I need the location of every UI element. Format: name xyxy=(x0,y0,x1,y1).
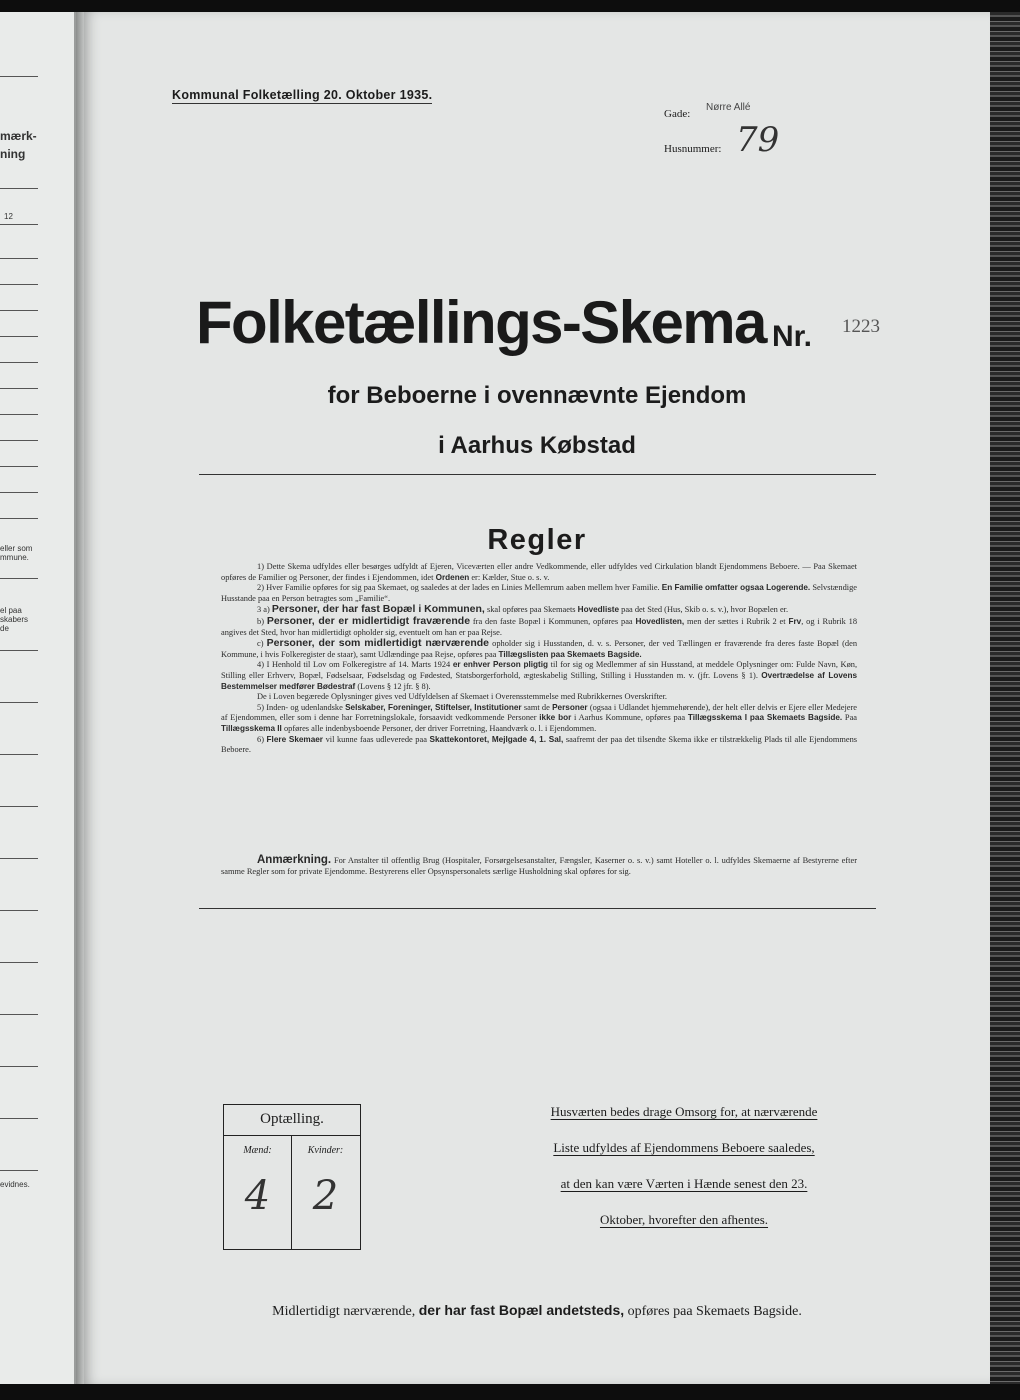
left-page-fragment: mærk- xyxy=(0,129,37,143)
rule-3a: 3 a) Personer, der har fast Bopæl i Kommunen, skal opføres paa Skemaets Hovedliste paa det Sted (Hus, Skib o. s. v.), hvor Bopælen er. xyxy=(257,603,789,616)
left-page-fragment: ning xyxy=(0,147,26,161)
rule-4: 4) I Henhold til Lov om Folkeregistre af 14. Marts 1924 er enhver Person pligtig til for sig og Medlemmer af sin Husstand, at meddele Oplysninger om: Fulde Navn, Køn, Stilling eller Erhverv, Bopæl, Fødselsaar, Fødselsdag og Fødested, Statsborgerforhold, ægteskabelig Stilling, Stilling i Husstanden m. v. (jfr. Lovens § 1). Overtrædelse af Lovens Bestemmelser medfører Bødestraf (Lovens § 12 jfr. § 8). xyxy=(221,660,858,691)
maend-count: 4 xyxy=(244,1173,271,1219)
rule-4-note: De i Loven begærede Oplysninger gives ved Udfyldelsen af Skemaet i Overensstemmelse med Rubrikkernes Overskrifter. xyxy=(257,692,668,702)
rule-1: 1) Dette Skema udfyldes eller besørges udfyldt af Ejeren, Viceværten eller andre Vedkommende, eller udfyldes ved Cirkulation blandt Ejendommens Beboere. — Paa Skemaet opføres de Familier og Personer, der findes i Ejendommen, idet Ordenen er: Kælder, Stue o. s. v. xyxy=(221,562,857,582)
book-edge xyxy=(990,12,1020,1384)
left-page-fragment: eller som mmune. xyxy=(0,544,33,563)
rules-text xyxy=(221,562,857,756)
left-page-rule xyxy=(0,492,38,493)
husvaert-notice-line: Liste udfyldes af Ejendommens Beboere saaledes, xyxy=(553,1140,815,1155)
gade-label: Gade: xyxy=(664,108,691,120)
husnummer-label: Husnummer: xyxy=(664,143,722,155)
left-page-rule xyxy=(0,284,38,285)
footer-note: Midlertidigt nærværende, der har fast Bopæl andetsteds, opføres paa Skemaets Bagside. xyxy=(272,1302,802,1319)
rule-3c: c) Personer, der som midlertidigt nærværende opholder sig i Husstanden, d. v. s. Personer, der ved Tællingen er fraværende fra deres faste Bopæl (den Kommune, i hvis Folkeregister de staar), samt Udlændinge paa Rejse, opføres paa Tillægslisten paa Skemaets Bagside. xyxy=(221,637,858,659)
maend-label: Mænd: xyxy=(243,1145,272,1156)
left-page-rule xyxy=(0,518,38,519)
optaelling-box xyxy=(223,1104,361,1250)
rule-2: 2) Hver Familie opføres for sig paa Skemaet, og saaledes at der lades en Linies Mellemrum aaben mellem hver Familie. En Familie omfatter ogsaa Logerende. Selvstændige Husstande paa en Person betragtes som „Familie“. xyxy=(221,583,857,603)
left-page-rule xyxy=(0,910,38,911)
divider-top xyxy=(199,474,876,475)
left-page-rule xyxy=(0,440,38,441)
left-page-edge xyxy=(0,12,76,1384)
optaelling-title: Optælling. xyxy=(260,1111,324,1127)
husnummer-value: 79 xyxy=(736,120,780,160)
divider-bottom xyxy=(199,908,876,909)
census-header: Kommunal Folketælling 20. Oktober 1935. xyxy=(172,88,433,102)
left-page-rule xyxy=(0,1014,38,1015)
left-page-fragment: el paa skabers de xyxy=(0,606,29,634)
form-subtitle-city: i Aarhus Købstad xyxy=(438,432,636,459)
rule-3b: b) Personer, der er midlertidigt fraværende fra den faste Bopæl i Kommunen, opføres paa Hovedlisten, men der sættes i Rubrik 2 et Frv, og i Rubrik 18 angives det Sted, hvor han midlertidigt opholder sig, eventuelt om han er paa Rejse. xyxy=(221,614,858,637)
left-page-rule xyxy=(0,258,38,259)
form-subtitle: for Beboerne i ovennævnte Ejendom xyxy=(327,382,747,409)
left-page-rule xyxy=(0,224,38,225)
left-page-rule xyxy=(0,702,38,703)
left-page-rule xyxy=(0,414,38,415)
kvinder-label: Kvinder: xyxy=(307,1145,344,1156)
left-page-rule xyxy=(0,362,38,363)
form-number-label: Nr. xyxy=(772,320,813,353)
left-page-rule xyxy=(0,806,38,807)
left-page-fragment: evidnes. xyxy=(0,1180,30,1189)
left-page-rule xyxy=(0,962,38,963)
kvinder-count: 2 xyxy=(312,1173,339,1219)
rules-heading: Regler xyxy=(487,524,587,556)
anmaerkning-label: Anmærkning. xyxy=(257,854,332,866)
husvaert-notice-line: at den kan være Værten i Hænde senest den 23. xyxy=(560,1176,808,1191)
left-page-rule xyxy=(0,188,38,189)
anmaerkning-text: For Anstalter til offentlig Brug (Hospitaler, Forsørgelsesanstalter, Fængsler, Kaserner o. s. v.) samt Hoteller o. l. udfyldes Skemaerne af Bestyrerne efter samme Regler som for private Ejendomme. Bestyrerens eller Opsynspersonalets særlige Husholdning skal opføres for sig. xyxy=(221,856,858,876)
left-page-rule xyxy=(0,650,38,651)
left-page-rule xyxy=(0,1066,38,1067)
left-page-rule xyxy=(0,578,38,579)
optaelling-divider xyxy=(224,1135,360,1136)
left-page-rule xyxy=(0,310,38,311)
gade-value: Nørre Allé xyxy=(706,102,751,113)
left-page-rule xyxy=(0,1118,38,1119)
form-title: Folketællings-Skema xyxy=(196,289,766,356)
husvaert-notice-line: Oktober, hvorefter den afhentes. xyxy=(599,1212,769,1227)
left-page-rule xyxy=(0,1170,38,1171)
anmaerkning-note xyxy=(221,855,857,877)
husvaert-notice-line: Husværten bedes drage Omsorg for, at nærværende xyxy=(550,1104,818,1119)
left-page-rule xyxy=(0,466,38,467)
left-page-fragment: 12 xyxy=(4,212,13,221)
rule-6: 6) Flere Skemaer vil kunne faas udleverede paa Skattekontoret, Mejlgade 4, 1. Sal, saafremt der paa det tilsendte Skema ikke er tilstrækkelig Plads til alle Ejendommens Beboere. xyxy=(221,734,858,755)
left-page-rule xyxy=(0,388,38,389)
left-page-rule xyxy=(0,754,38,755)
left-page-rule xyxy=(0,858,38,859)
left-page-rule xyxy=(0,336,38,337)
rule-5: 5) Inden- og udenlandske Selskaber, Foreninger, Stiftelser, Institutioner samt de Personer (ogsaa i Udlandet hjemmehørende), der helt eller delvis er Ejere eller Medejere af Ejendommen, eller som i denne har Forretningslokale, forsaavidt vedkommende Personer ikke bor i Aarhus Kommune, opføres paa Tillægsskema I paa Skemaets Bagside. Paa Tillægsskema II opføres alle indenbysboende Personer, der driver Forretning, Haandværk o. l. i Ejendommen. xyxy=(221,702,858,733)
census-form-page xyxy=(84,12,990,1384)
left-page-rule xyxy=(0,76,38,77)
form-number-value: 1223 xyxy=(842,316,880,337)
